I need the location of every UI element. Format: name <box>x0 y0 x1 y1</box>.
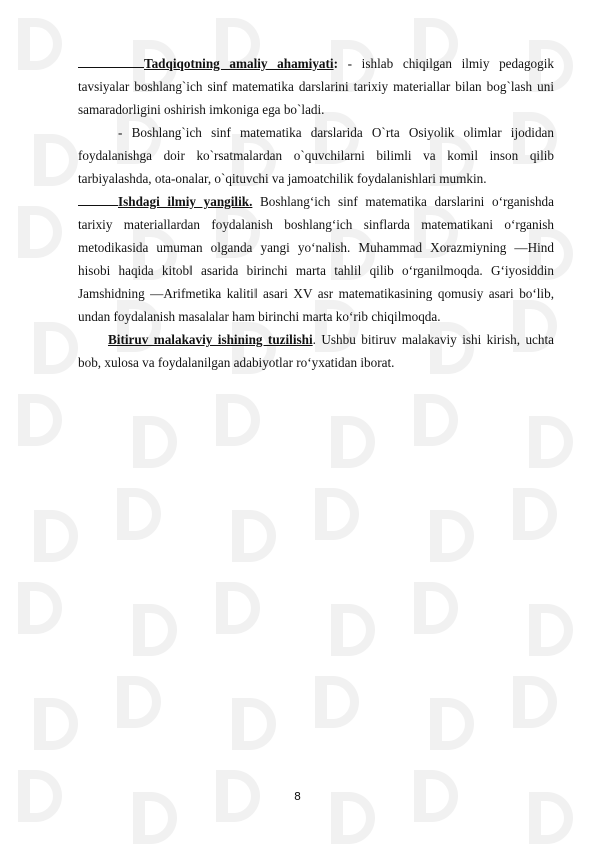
watermark-logo <box>495 658 594 752</box>
watermark-logo <box>99 470 198 564</box>
watermark-logo <box>297 658 396 752</box>
watermark-logo <box>198 470 297 564</box>
watermark-logo <box>396 470 495 564</box>
watermark-logo <box>396 658 495 752</box>
watermark-logo <box>0 470 99 564</box>
watermark-logo <box>495 470 594 564</box>
paragraph-scientific-novelty <box>78 190 554 328</box>
watermark-logo <box>198 564 297 658</box>
watermark-logo <box>198 376 297 470</box>
paragraph-usage-note <box>78 121 554 190</box>
watermark-logo <box>297 564 396 658</box>
heading-practical-significance: Tadqiqotning amaliy ahamiyati <box>144 56 334 71</box>
watermark-logo <box>495 564 594 658</box>
watermark-logo <box>396 376 495 470</box>
paragraph-text: - Boshlang`ich sinf matematika darslarida O`rta Osiyolik olimlar ijodidan foydalanishga doir ko`rsatmalardan o`quvchilarni bilimli va komil inson qilib tarbiyalashda, ota-onalar, o`qituvchi va jamoatchilik foydalanishlari mumkin. <box>78 125 554 186</box>
watermark-logo <box>198 658 297 752</box>
paragraph-text: . Ushbu bitiruv malakaviy ishi kirish, uchta bob, xulosa va foydalanilgan adabiyotlar ro‘yxatidan iborat. <box>78 332 554 370</box>
heading-colon: : <box>333 56 338 71</box>
paragraph-text: Boshlangʻich sinf matematika darslarini oʻrganishda tarixiy materiallardan foydalanish boshlangʻich sinflarda matematikani oʻrganish metodikasida umuman olganda yangi yoʻnalish. Muhammad Xorazmiyning —Hind hisobi haqida kitob‖ asarida birinchi marta tahlil qilib oʻrganilmoqda. Gʻiyosiddin Jamshidning —Arifmetika kaliti‖ asari XV asr matematikasining qomusiy asari boʻlib, undan foydalanish masalalar ham birinchi marta koʻrib chiqilmoqda. <box>78 194 555 324</box>
watermark-logo <box>0 658 99 752</box>
indent-underline <box>78 56 144 68</box>
paragraph-practical-significance <box>78 52 554 121</box>
watermark-logo <box>0 564 99 658</box>
watermark-logo <box>297 376 396 470</box>
watermark-logo <box>297 470 396 564</box>
watermark-logo <box>396 564 495 658</box>
heading-structure: Bitiruv malakaviy ishining tuzilishi <box>108 332 313 347</box>
watermark-logo <box>0 376 99 470</box>
document-body <box>78 52 554 374</box>
watermark-logo <box>495 376 594 470</box>
paragraph-structure <box>78 328 554 374</box>
watermark-logo <box>99 564 198 658</box>
indent-underline <box>78 194 118 206</box>
watermark-logo <box>99 658 198 752</box>
heading-scientific-novelty: Ishdagi ilmiy yangilik. <box>118 194 253 209</box>
paragraph-text: - ishlab chiqilgan ilmiy pedagogik tavsiyalar boshlang`ich sinf matematika darslarini tarixiy materiallar bilan bog`lash uni samaradorligini oshirish imkoniga ega bo`ladi. <box>78 56 554 117</box>
page-number: 8 <box>294 790 301 803</box>
watermark-logo <box>99 376 198 470</box>
